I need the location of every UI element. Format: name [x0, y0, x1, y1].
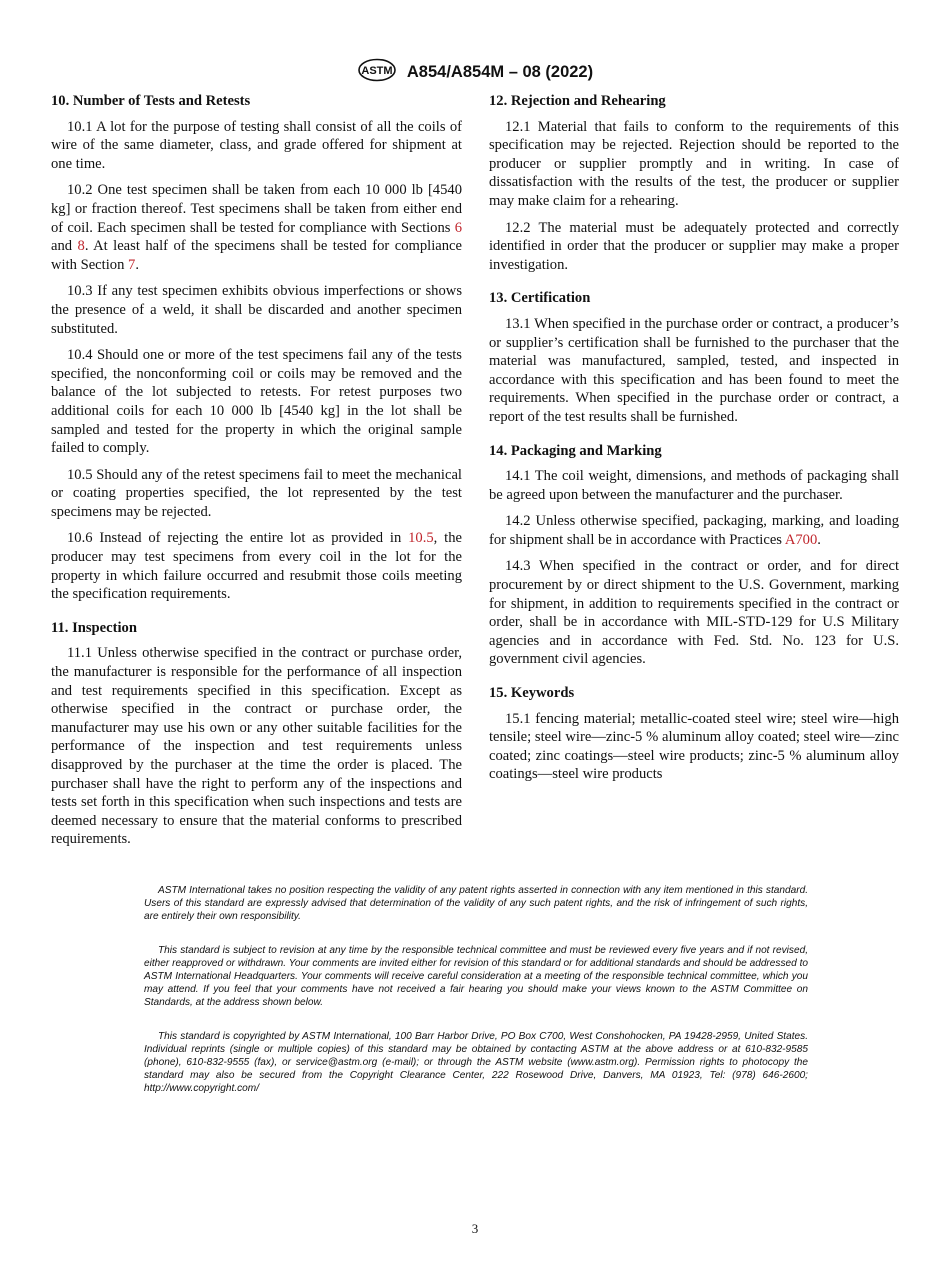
astm-logo-icon [357, 58, 397, 87]
section-heading: 10. Number of Tests and Retests [51, 93, 251, 109]
paragraph-12-2: 12.2 The material must be adequately protected and correctly identified in order that the producer or supplier may make a proper investigation. [489, 219, 899, 273]
section-13 [489, 289, 899, 426]
right-column [489, 92, 899, 799]
paragraph-14-3: 14.3 When specified in the contract or order, and for direct procurement by or direct shipment to the U.S. Government, marking for shipment, in addition to requirements specified in the contract or order, shall be in accordance with MIL-STD-129 for U.S Military agencies and in accordance with Fed. Std. No. 123 for U.S. government civil agencies. [489, 558, 899, 668]
section-heading: 14. Packaging and Marking [489, 442, 662, 459]
left-column [51, 92, 462, 864]
practice-link[interactable]: A700 [784, 531, 818, 548]
section-link[interactable]: 8 [77, 238, 85, 255]
paragraph-13-1: 13.1 When specified in the purchase order or contract, a producer’s or supplier’s certification shall be furnished to the purchaser that the material was manufactured, sampled, tested, and inspected in accordance with this specification and has been found to meet the requirements. When specified in the purchase order or contract, a report of the test results shall be furnished. [489, 315, 899, 425]
paragraph-10-1: 10.1 A lot for the purpose of testing shall consist of all the coils of wire of the same diameter, class, and grade offered for shipment at one time. [51, 118, 462, 172]
paragraph-10-6: 10.6 Instead of rejecting the entire lot as provided in 10.5, the producer may test specimens from every coil in the lot for the property in which failure occurred and resubmit those coils meeting the specification requirements. [51, 530, 462, 603]
paragraph-15-1: 15.1 fencing material; metallic-coated steel wire; steel wire—high tensile; steel wire—zinc-5 % aluminum alloy coated; steel wire—zinc coated; zinc coatings—steel wire products; zinc-5 % aluminum alloy coatings—steel wire products [489, 710, 899, 783]
designation-title: A854/A854M – 08 (2022) [406, 63, 594, 81]
paragraph-10-5: 10.5 Should any of the retest specimens fail to meet the mechanical or coating properties specified, the lot represented by the test specimens may be rejected. [51, 466, 462, 520]
section-14 [489, 442, 899, 670]
page-header [0, 58, 950, 87]
svg-text:ASTM: ASTM [361, 65, 393, 77]
section-10 [51, 92, 462, 604]
paragraph-10-3: 10.3 If any test specimen exhibits obvious imperfections or shows the presence of a weld, it shall be discarded and another specimen substituted. [51, 283, 462, 337]
section-link[interactable]: 10.5 [408, 530, 434, 547]
paragraph-10-2: 10.2 One test specimen shall be taken from each 10 000 lb [4540 kg] or fraction thereof. Test specimens shall be taken from either end of coil. Each specimen shall be tested for compliance with Sections 6 and 8. At least half of the specimens shall be tested for compliance with Section 7. [51, 182, 462, 273]
paragraph-14-2: 14.2 Unless otherwise specified, packaging, marking, and loading for shipment shall be in accordance with Practices A700. [489, 513, 899, 548]
section-heading: 13. Certification [489, 290, 591, 307]
paragraph-12-1: 12.1 Material that fails to conform to the requirements of this specification may be rejected. Rejection should be reported to the producer or supplier promptly and in writing. In case of dissatisfaction with the results of the test, the producer or supplier may make claim for a rehearing. [489, 118, 899, 209]
copyright-notice: This standard is copyrighted by ASTM International, 100 Barr Harbor Drive, PO Box C700, West Conshohocken, PA 19428-2959, United States. Individual reprints (single or multiple copies) of this standard may be obtained by contacting ASTM at the above address or at 610-832-9585 (phone), 610-832-9555 (fax), or service@astm.org (e-mail); or through the ASTM website (www.astm.org). Permission rights to photocopy the standard may also be secured from the Copyright Clearance Center, 222 Rosewood Drive, Danvers, MA 01923, Tel: (978) 646-2600; http://www.copyright.com/ [144, 1030, 808, 1095]
section-heading: 12. Rejection and Rehearing [489, 93, 666, 109]
paragraph-14-1: 14.1 The coil weight, dimensions, and methods of packaging shall be agreed upon between the manufacturer and the purchaser. [489, 468, 899, 503]
paragraph-11-1: 11.1 Unless otherwise specified in the contract or purchase order, the manufacturer is responsible for the performance of all inspection and test requirements specified in this specification. Except as otherwise specified in the contract or purchase order, the manufacturer may use his own or any other suitable facilities for the performance of the inspection and test requirements unless disapproved by the purchaser at the time the order is placed. The purchaser shall have the right to perform any of the inspections and tests set forth in this specification when such inspections and tests are deemed necessary to ensure that the material conforms to prescribed requirements. [51, 645, 462, 848]
section-heading: 15. Keywords [489, 685, 575, 702]
page-number: 3 [471, 1221, 479, 1236]
section-link[interactable]: 7 [128, 256, 136, 273]
section-12 [489, 92, 899, 274]
paragraph-10-4: 10.4 Should one or more of the test specimens fail any of the tests specified, the nonconforming coil or coils may be removed and the balance of the lot subjected to retests. For retest purposes two additional coils for each 10 000 lb [4540 kg] in the lot shall be sampled and tested for the property in which the original sample failed to comply. [51, 347, 462, 457]
section-heading: 11. Inspection [51, 619, 137, 636]
patent-notice: ASTM International takes no position respecting the validity of any patent rights asserted in connection with any item mentioned in this standard. Users of this standard are expressly advised that determination of the validity of any such patent rights, and the risk of infringement of such rights, are entirely their own responsibility. [144, 885, 808, 923]
section-15 [489, 684, 899, 784]
section-11 [51, 619, 462, 849]
section-link[interactable]: 6 [454, 219, 462, 236]
revision-notice: This standard is subject to revision at any time by the responsible technical committee and must be reviewed every five years and if not revised, either reapproved or withdrawn. Your comments are invited either for revision of this standard or for additional standards and should be addressed to ASTM International Headquarters. Your comments will receive careful consideration at a meeting of the responsible technical committee, which you may attend. If you feel that your comments have not received a fair hearing you should make your views known to the ASTM Committee on Standards, at the address shown below. [144, 944, 808, 1009]
footnotes [144, 884, 808, 1116]
